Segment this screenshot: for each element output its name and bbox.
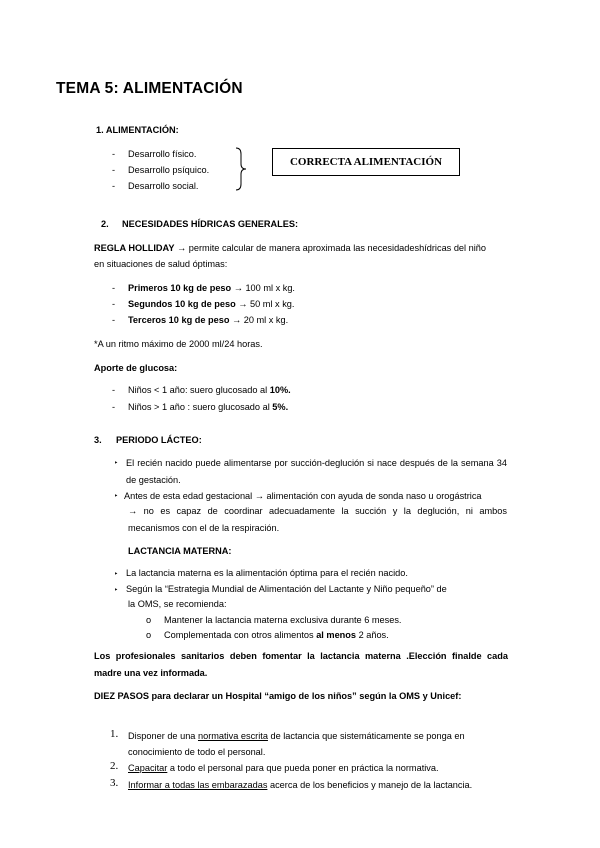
- weight-value: → 100 ml x kg.: [231, 283, 295, 293]
- coordination-paragraph: → no es capaz de coordinar adecuadamente la succión y la deglución, ni ambos mecanismos con el de la respiración.: [128, 506, 507, 533]
- section-2-heading: NECESIDADES HÍDRICAS GENERALES:: [122, 219, 299, 229]
- circle-bullet: o: [146, 615, 152, 625]
- weight-label: Segundos 10 kg de peso: [128, 299, 236, 309]
- glucose-item: [128, 401, 288, 413]
- section-2-number: 2.: [101, 219, 109, 229]
- holliday-rule-label: REGLA HOLLIDAY: [94, 243, 175, 253]
- section-3-number: 3.: [94, 435, 102, 445]
- step-text-rest: a todo el personal para que pueda poner en práctica la normativa.: [167, 763, 439, 773]
- weight-value: → 20 ml x kg.: [229, 315, 289, 325]
- step-item: [128, 779, 472, 791]
- recommendation-emphasis: al menos: [316, 630, 357, 640]
- dash-marker: -: [112, 181, 116, 191]
- dash-marker: -: [112, 385, 116, 395]
- breastfeeding-heading: LACTANCIA MATERNA:: [128, 546, 232, 556]
- arrow-bullet-icon: ‣: [114, 587, 119, 594]
- weight-rule: [128, 282, 295, 294]
- arrow-bullet-icon: ‣: [114, 493, 119, 500]
- list-item: Desarrollo psíquico.: [128, 165, 210, 175]
- strategy-line-1: Según la “Estrategia Mundial de Alimentación del Lactante y Niño pequeño” de: [126, 584, 447, 594]
- list-item: Desarrollo social.: [128, 181, 199, 191]
- step-key-phrase: normativa escrita: [197, 731, 268, 741]
- newborn-paragraph: El recién nacido puede alimentarse por succión-deglución si nace después de la semana 34 de gestación.: [126, 458, 507, 485]
- correct-nutrition-box: CORRECTA ALIMENTACIÓN: [272, 148, 460, 176]
- recommendation-item: [164, 629, 389, 641]
- step-number: 2.: [110, 760, 119, 772]
- step-key-phrase: Capacitar: [128, 763, 168, 773]
- dash-marker: -: [112, 149, 116, 159]
- circle-bullet: o: [146, 630, 152, 640]
- curly-brace: [232, 146, 252, 192]
- dash-marker: -: [112, 299, 116, 309]
- arrow-bullet-icon: ‣: [114, 460, 119, 467]
- dash-marker: -: [112, 165, 116, 175]
- breastfeeding-optimal: La lactancia materna es la alimentación óptima para el recién nacido.: [126, 568, 408, 578]
- step-text: Disponer de una: [128, 731, 198, 741]
- weight-value: → 50 ml x kg.: [235, 299, 295, 309]
- recommendation-item: Mantener la lactancia materna exclusiva durante 6 meses.: [164, 615, 402, 625]
- glucose-item: [128, 384, 291, 396]
- weight-rule: [128, 298, 294, 310]
- section-1-heading: 1. ALIMENTACIÓN:: [96, 125, 179, 135]
- glucose-text: Niños < 1 año: suero glucosado al: [128, 385, 270, 395]
- glucose-percent: 10%.: [269, 385, 291, 395]
- weight-label: Terceros 10 kg de peso: [128, 315, 230, 325]
- step-text-rest: de lactancia que sistemáticamente se ponga en: [267, 731, 465, 741]
- dash-marker: -: [112, 402, 116, 412]
- list-item: Desarrollo físico.: [128, 149, 197, 159]
- recommendation-text: Complementada con otros alimentos: [164, 630, 317, 640]
- dash-marker: -: [112, 315, 116, 325]
- step-number: 3.: [110, 777, 119, 789]
- strategy-line-2: la OMS, se recomienda:: [128, 599, 227, 609]
- glucose-percent: 5%.: [272, 402, 289, 412]
- holliday-rule-line-1: [94, 242, 486, 254]
- step-key-phrase: Informar a todas las embarazadas: [128, 780, 268, 790]
- glucose-heading: Aporte de glucosa:: [94, 363, 178, 373]
- glucose-text: Niños > 1 año : suero glucosado al: [128, 402, 273, 412]
- weight-rule: [128, 314, 288, 326]
- step-number: 1.: [110, 728, 119, 740]
- recommendation-end: 2 años.: [356, 630, 389, 640]
- holliday-rule-line-2: en situaciones de salud óptimas:: [94, 259, 228, 269]
- arrow-bullet-icon: ‣: [114, 571, 119, 578]
- max-rate-note: *A un ritmo máximo de 2000 ml/24 horas.: [94, 339, 263, 349]
- step-item: [128, 762, 439, 774]
- page-title: TEMA 5: ALIMENTACIÓN: [56, 80, 243, 97]
- step-item: [128, 730, 465, 742]
- holliday-rule-text: → permite calcular de manera aproximada las necesidadeshídricas del niño: [174, 243, 487, 253]
- step-text-rest: acerca de los beneficios y manejo de la lactancia.: [267, 780, 473, 790]
- step-continuation: conocimiento de todo el personal.: [128, 747, 266, 757]
- dash-marker: -: [112, 283, 116, 293]
- professionals-paragraph: Los profesionales sanitarios deben fomentar la lactancia materna .Elección finalde cada madre una vez informada.: [94, 651, 508, 678]
- ten-steps-heading: DIEZ PASOS para declarar un Hospital “amigo de los niños” según la OMS y Unicef:: [94, 691, 462, 701]
- section-3-heading: PERIODO LÁCTEO:: [116, 435, 202, 445]
- weight-label: Primeros 10 kg de peso: [128, 283, 232, 293]
- gestational-age-line: Antes de esta edad gestacional → alimentación con ayuda de sonda naso u orogástrica: [124, 491, 482, 501]
